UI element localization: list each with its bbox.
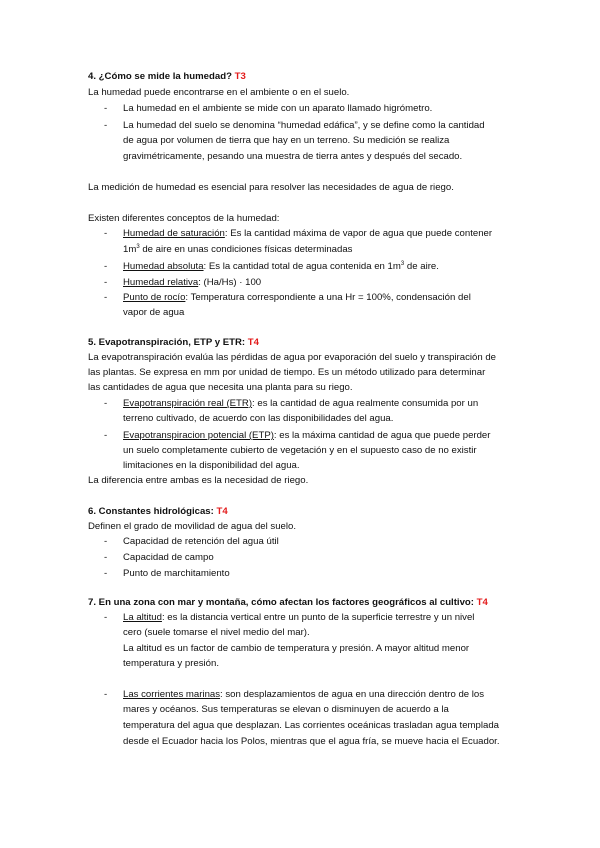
paragraph: La evapotranspiración evalúa las pérdidas de agua por evaporación del suelo y transpiración de — [88, 352, 497, 363]
text: de aire en unas condiciones físicas determinadas — [139, 244, 353, 255]
text: 1m — [123, 244, 137, 255]
bullet-dash: - — [104, 398, 108, 409]
superscript: 3 — [400, 260, 405, 267]
bullet-dash: - — [104, 261, 108, 272]
paragraph: La humedad puede encontrarse en el ambiente o en el suelo. — [88, 87, 350, 98]
section-7-heading — [88, 597, 488, 609]
topic-tag: T4 — [476, 597, 488, 608]
list-item — [123, 430, 490, 442]
text: de aire. — [404, 261, 439, 272]
list-item-cont: terreno cultivado, de acuerdo con las disponibilidades del agua. — [123, 413, 394, 424]
list-item-cont: gravimétricamente, pesando una muestra de tierra antes y después del secado. — [123, 151, 463, 162]
bullet-dash: - — [104, 430, 108, 441]
heading-text: 4. ¿Cómo se mide la humedad? — [88, 71, 232, 82]
bullet-dash: - — [104, 552, 108, 563]
heading-text: 7. En una zona con mar y montaña, cómo afectan los factores geográficos al cultivo: — [88, 597, 474, 608]
paragraph: La diferencia entre ambas es la necesidad de riego. — [88, 475, 309, 486]
term: Humedad de saturación — [123, 228, 225, 239]
definition: : (Ha/Hs) · 100 — [198, 277, 262, 288]
list-item: La humedad en el ambiente se mide con un aparato llamado higrómetro. — [123, 103, 433, 114]
definition: : Es la cantidad máxima de vapor de agua que puede contener — [224, 228, 493, 239]
topic-tag: T4 — [216, 506, 228, 517]
list-item-cont: de agua por volumen de tierra que hay en un terreno. Su medición se realiza — [123, 135, 450, 146]
list-item-cont — [123, 244, 352, 256]
list-item: Punto de marchitamiento — [123, 568, 230, 579]
paragraph: las cantidades de agua que necesita una planta para su riego. — [88, 382, 353, 393]
definition: : es la cantidad de agua realmente consumida por un — [252, 398, 479, 409]
list-item — [123, 398, 478, 410]
definition: : es la máxima cantidad de agua que puede perder — [273, 430, 491, 441]
topic-tag: T3 — [234, 71, 246, 82]
definition: : es la distancia vertical entre un punto de la superficie terrestre y un nivel — [161, 612, 475, 623]
superscript: 3 — [136, 243, 140, 250]
list-item — [123, 689, 484, 701]
list-item — [123, 277, 261, 289]
bullet-dash: - — [104, 103, 108, 114]
list-item-cont: mares y océanos. Sus temperaturas se elevan o disminuyen de acuerdo a la — [123, 704, 449, 715]
bullet-dash: - — [104, 612, 108, 623]
list-item: Capacidad de retención del agua útil — [123, 536, 279, 547]
paragraph: Definen el grado de movilidad de agua del suelo. — [88, 521, 297, 532]
list-item-cont: desde el Ecuador hacia los Polos, mientras que el agua fría, se mueve hacia el Ecuador. — [123, 736, 500, 747]
section-6-heading — [88, 506, 228, 518]
heading-text: 6. Constantes hidrológicas: — [88, 506, 214, 517]
list-item — [123, 228, 492, 240]
paragraph: La medición de humedad es esencial para resolver las necesidades de agua de riego. — [88, 182, 454, 193]
term: Punto de rocío — [123, 292, 186, 303]
list-item: La humedad del suelo se denomina “humedad edáfica”, y se define como la cantidad — [123, 120, 485, 131]
term: Humedad absoluta — [123, 261, 204, 272]
term: Humedad relativa — [123, 277, 199, 288]
list-item-cont: La altitud es un factor de cambio de temperatura y presión. A mayor altitud menor — [123, 643, 470, 654]
list-item — [123, 612, 474, 624]
section-5-heading — [88, 337, 259, 349]
list-item — [123, 292, 471, 304]
bullet-dash: - — [104, 689, 108, 700]
term: Evapotranspiracion potencial (ETP) — [123, 430, 274, 441]
bullet-dash: - — [104, 120, 108, 131]
heading-text: 5. Evapotranspiración, ETP y ETR: — [88, 337, 246, 348]
term: La altitud — [123, 612, 162, 623]
bullet-dash: - — [104, 568, 108, 579]
bullet-dash: - — [104, 292, 108, 303]
list-item — [123, 261, 439, 273]
list-item-cont: temperatura del agua que desplazan. Las corrientes oceánicas trasladan agua templada — [123, 720, 500, 731]
list-item-cont: vapor de agua — [123, 307, 185, 318]
definition: : son desplazamientos de agua en una dirección dentro de los — [220, 689, 485, 700]
list-item-cont: un suelo completamente cubierto de vegetación y en el supuesto caso de no existir — [123, 445, 477, 456]
definition: : Es la cantidad total de agua contenida en 1m — [203, 261, 401, 272]
section-4-heading — [88, 71, 246, 83]
term: Las corrientes marinas — [123, 689, 221, 700]
list-item-cont: temperatura y presión. — [123, 658, 219, 669]
list-item-cont: limitaciones en la disponibilidad del agua. — [123, 460, 300, 471]
paragraph: las plantas. Se expresa en mm por unidad de tiempo. Es un método utilizado para determinar — [88, 367, 486, 378]
bullet-dash: - — [104, 277, 108, 288]
bullet-dash: - — [104, 536, 108, 547]
bullet-dash: - — [104, 228, 108, 239]
term: Evapotranspiración real (ETR) — [123, 398, 253, 409]
definition: : Temperatura correspondiente a una Hr = 100%, condensación del — [185, 292, 471, 303]
list-item-cont: cero (suele tomarse el nivel medio del mar). — [123, 627, 310, 638]
paragraph: Existen diferentes conceptos de la humedad: — [88, 213, 280, 224]
list-item: Capacidad de campo — [123, 552, 214, 563]
topic-tag: T4 — [247, 337, 259, 348]
